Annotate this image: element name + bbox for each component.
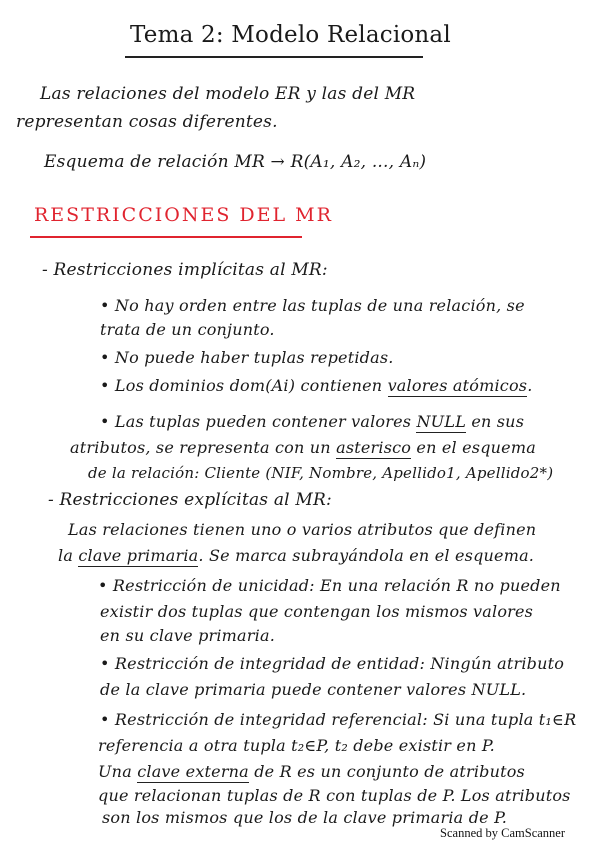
asterisk-underlined: asterisco bbox=[336, 438, 412, 457]
foreign-key-underlined: clave externa bbox=[137, 762, 249, 781]
implicit-bullet-4-line-1 bbox=[100, 412, 524, 431]
primary-key-underlined: clave primaria bbox=[78, 546, 199, 565]
explicit-bullet-1-line-3: en su clave primaria. bbox=[100, 626, 275, 645]
explicit-paragraph-line-2 bbox=[58, 546, 534, 565]
null-underlined: NULL bbox=[416, 412, 467, 431]
section-underline bbox=[30, 236, 302, 238]
atomic-values-underlined: valores atómicos bbox=[387, 376, 528, 395]
explicit-bullet-2-line-2: de la clave primaria puede contener valores NULL. bbox=[100, 680, 527, 699]
explicit-bullet-3-line-3-end: de R es un conjunto de atributos bbox=[248, 762, 525, 781]
schema-line: Esquema de relación MR → R(A₁, A₂, ..., Aₙ) bbox=[44, 152, 427, 172]
implicit-bullet-1-line-2: trata de un conjunto. bbox=[100, 320, 275, 339]
explicit-bullet-1-line-1: • Restricción de unicidad: En una relación R no pueden bbox=[98, 576, 561, 595]
intro-line-2: representan cosas diferentes. bbox=[16, 112, 278, 132]
implicit-bullet-4-line-3: de la relación: Cliente (NIF, Nombre, Apellido1, Apellido2*) bbox=[88, 464, 554, 482]
implicit-bullet-4-line-2 bbox=[70, 438, 536, 457]
explicit-bullet-2-line-1: • Restricción de integridad de entidad: Ningún atributo bbox=[100, 654, 565, 673]
implicit-bullet-2: • No puede haber tuplas repetidas. bbox=[100, 348, 394, 367]
implicit-bullet-1-line-1: • No hay orden entre las tuplas de una relación, se bbox=[100, 296, 525, 315]
implicit-bullet-4-text: • Las tuplas pueden contener valores bbox=[100, 412, 417, 431]
explicit-bullet-3-line-2: referencia a otra tupla t₂∈P, t₂ debe existir en P. bbox=[98, 736, 495, 755]
page-title: Tema 2: Modelo Relacional bbox=[130, 22, 451, 48]
implicit-bullet-4-end: en sus bbox=[466, 412, 525, 431]
explicit-heading: - Restricciones explícitas al MR: bbox=[48, 490, 332, 510]
implicit-bullet-3 bbox=[100, 376, 533, 395]
section-heading: RESTRICCIONES DEL MR bbox=[34, 204, 333, 226]
explicit-bullet-3-line-4: que relacionan tuplas de R con tuplas de P. Los atributos bbox=[98, 786, 571, 805]
explicit-paragraph-line-2-text: la bbox=[58, 546, 79, 565]
explicit-paragraph-line-1: Las relaciones tienen uno o varios atributos que definen bbox=[68, 520, 537, 539]
scanner-watermark: Scanned by CamScanner bbox=[440, 826, 565, 840]
implicit-bullet-3-text: • Los dominios dom(Ai) contienen bbox=[100, 376, 388, 395]
implicit-bullet-3-end: . bbox=[527, 376, 533, 395]
implicit-bullet-4-line-2-text: atributos, se representa con un bbox=[70, 438, 337, 457]
explicit-bullet-3-line-3-text: Una bbox=[98, 762, 138, 781]
implicit-heading: - Restricciones implícitas al MR: bbox=[42, 260, 328, 280]
title-underline bbox=[125, 56, 423, 58]
explicit-bullet-1-line-2: existir dos tuplas que contengan los mismos valores bbox=[100, 602, 534, 621]
explicit-bullet-3-line-5: son los mismos que los de la clave primaria de P. bbox=[102, 808, 508, 827]
explicit-bullet-3-line-3 bbox=[98, 762, 525, 781]
implicit-bullet-4-line-2-end: en el esquema bbox=[411, 438, 536, 457]
explicit-bullet-3-line-1: • Restricción de integridad referencial: Si una tupla t₁∈R bbox=[100, 710, 577, 729]
explicit-paragraph-line-2-end: . Se marca subrayándola en el esquema. bbox=[198, 546, 535, 565]
intro-line-1: Las relaciones del modelo ER y las del MR bbox=[40, 84, 416, 104]
